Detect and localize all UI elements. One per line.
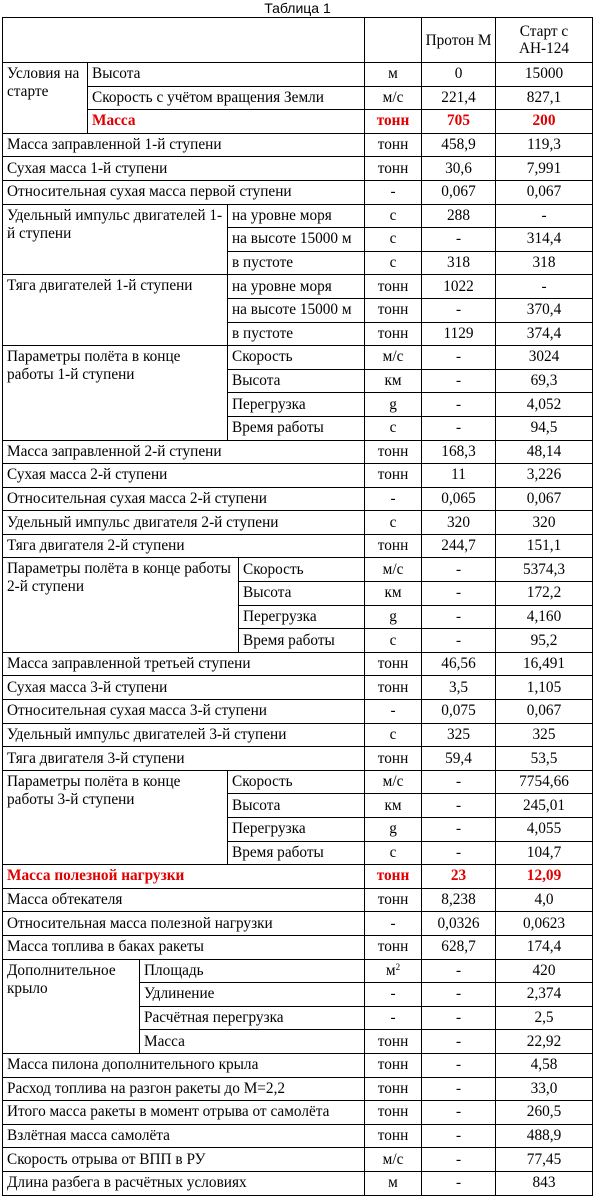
param-label: Удельный импульс двигателя 2-й ступени [3,511,365,535]
param-label: Скорость с учётом вращения Земли [88,86,365,110]
proton-value: 288 [422,204,496,228]
param-label: Длина разбега в расчётных условиях [3,1171,365,1195]
unit-cell: - [365,983,422,1007]
proton-value: 318 [422,251,496,275]
start-value: 174,4 [496,935,593,959]
start-value: 245,01 [496,794,593,818]
unit-cell: км [365,582,422,606]
param-label: Время работы [228,841,365,865]
proton-value: - [422,794,496,818]
start-value: 0,067 [496,487,593,511]
start-value: 53,5 [496,747,593,771]
param-label: на уровне моря [228,275,365,299]
start-value: 0,0623 [496,912,593,936]
start-value: 0,067 [496,180,593,204]
proton-value: 11 [422,464,496,488]
table-row [3,1077,593,1101]
unit-cell: - [365,180,422,204]
table-row [3,534,593,558]
unit-cell: м/с [365,346,422,370]
table-row [3,723,593,747]
unit-cell: км [365,794,422,818]
group-label: Условия на старте [3,63,88,134]
unit-cell: - [365,912,422,936]
start-value: 843 [496,1171,593,1195]
start-value: 4,0 [496,888,593,912]
start-value: 104,7 [496,841,593,865]
unit-cell: км [365,369,422,393]
table-row [3,959,593,983]
unit-cell: тонн [365,1077,422,1101]
proton-value: - [422,770,496,794]
start-value: 200 [496,110,593,134]
start-value: 119,3 [496,133,593,157]
table-row [3,770,593,794]
start-value: 151,1 [496,534,593,558]
unit-cell: тонн [365,865,422,889]
param-label: Относительная сухая масса 2-й ступени [3,487,365,511]
unit-cell: тонн [365,322,422,346]
proton-value: 23 [422,865,496,889]
unit-cell: м/с [365,558,422,582]
table-row [3,1171,593,1195]
table-row [3,558,593,582]
unit-cell: м/с [365,770,422,794]
proton-value: - [422,298,496,322]
proton-value: 628,7 [422,935,496,959]
unit-cell: тонн [365,440,422,464]
param-label: Высота [228,369,365,393]
unit-cell: тонн [365,275,422,299]
proton-value: 221,4 [422,86,496,110]
start-value: 33,0 [496,1077,593,1101]
param-label: Время работы [228,416,365,440]
table-row [3,157,593,181]
table-row [3,676,593,700]
unit-cell: тонн [365,1030,422,1054]
proton-value: - [422,393,496,417]
header-row [3,18,593,63]
proton-value: - [422,228,496,252]
param-label: Расход топлива на разгон ракеты до М=2,2 [3,1077,365,1101]
param-label: Скорость отрыва от ВПП в РУ [3,1148,365,1172]
proton-value: - [422,346,496,370]
table-row [3,275,593,299]
unit-cell: тонн [365,888,422,912]
start-value: 172,2 [496,582,593,606]
start-value: 260,5 [496,1101,593,1125]
unit-cell: с [365,416,422,440]
param-label: Площадь [140,959,365,983]
unit-cell: м/с [365,1148,422,1172]
param-label: Масса полезной нагрузки [3,865,365,889]
start-value: 16,491 [496,652,593,676]
unit-cell: тонн [365,747,422,771]
unit-cell: тонн [365,110,422,134]
unit-cell: g [365,393,422,417]
table-row [3,700,593,724]
table-row [3,63,593,87]
proton-value: - [422,416,496,440]
proton-value: 46,56 [422,652,496,676]
start-value: 4,052 [496,393,593,417]
table-row [3,1148,593,1172]
param-label: Относительная сухая масса первой ступени [3,180,365,204]
unit-cell: тонн [365,298,422,322]
unit-cell: с [365,723,422,747]
unit-cell: g [365,605,422,629]
table-row [3,747,593,771]
start-value: 7754,66 [496,770,593,794]
unit-superscript: 2 [395,961,401,972]
proton-value: 458,9 [422,133,496,157]
param-label: Перегрузка [228,393,365,417]
unit-cell: тонн [365,464,422,488]
param-label: Высота [88,63,365,87]
table-row [3,1124,593,1148]
group-label: Дополнительное крыло [3,959,140,1053]
param-label: Сухая масса 1-й ступени [3,157,365,181]
param-label: Тяга двигателя 3-й ступени [3,747,365,771]
start-value: 1,105 [496,676,593,700]
proton-value: - [422,1030,496,1054]
unit-cell: м [365,1171,422,1195]
start-value: 2,5 [496,1006,593,1030]
param-label: Масса заправленной 1-й ступени [3,133,365,157]
param-label: Тяга двигателя 2-й ступени [3,534,365,558]
proton-value: 705 [422,110,496,134]
table-row [3,133,593,157]
unit-cell: g [365,818,422,842]
proton-value: 59,4 [422,747,496,771]
param-label: Относительная масса полезной нагрузки [3,912,365,936]
param-label: Масса топлива в баках ракеты [3,935,365,959]
start-value: 69,3 [496,369,593,393]
table-row [3,652,593,676]
proton-value: - [422,841,496,865]
unit-base: м [385,961,396,979]
unit-cell: тонн [365,676,422,700]
table-row [3,180,593,204]
param-label: Высота [239,582,365,606]
start-value: 0,067 [496,700,593,724]
param-label: Удельный импульс двигателей 3-й ступени [3,723,365,747]
header-param-cell [3,18,365,63]
group-label: Параметры полёта в конце работы 1-й ступени [3,346,228,440]
proton-value: - [422,1171,496,1195]
proton-value: 1129 [422,322,496,346]
proton-value: - [422,1006,496,1030]
param-label: Масса [140,1030,365,1054]
param-label: в пустоте [228,322,365,346]
start-value: 320 [496,511,593,535]
start-value: 12,09 [496,865,593,889]
proton-value: - [422,629,496,653]
group-label: Параметры полёта в конце работы 3-й ступени [3,770,228,864]
param-label: Удлинение [140,983,365,1007]
unit-cell: тонн [365,157,422,181]
proton-value: - [422,582,496,606]
param-label: Сухая масса 3-й ступени [3,676,365,700]
table-row [3,511,593,535]
table-row [3,935,593,959]
param-label: Перегрузка [228,818,365,842]
proton-value: 0,0326 [422,912,496,936]
param-label: Высота [228,794,365,818]
table-row [3,464,593,488]
proton-value: 0,065 [422,487,496,511]
start-value: - [496,204,593,228]
proton-value: 168,3 [422,440,496,464]
proton-value: - [422,1053,496,1077]
table-row [3,86,593,110]
proton-value: 1022 [422,275,496,299]
param-label: на высоте 15000 м [228,298,365,322]
param-label: Масса обтекателя [3,888,365,912]
param-label: Итого масса ракеты в момент отрыва от самолёта [3,1101,365,1125]
proton-value: 0 [422,63,496,87]
start-value: 3,226 [496,464,593,488]
start-value: 48,14 [496,440,593,464]
group-label: Удельный импульс двигателей 1-й ступени [3,204,228,275]
start-value: 5374,3 [496,558,593,582]
proton-value: - [422,1101,496,1125]
param-label: Скорость [228,346,365,370]
table-caption: Таблица 1 [264,0,331,16]
table-row-highlight [3,110,593,134]
param-label: на уровне моря [228,204,365,228]
table-row [3,1053,593,1077]
start-value: 95,2 [496,629,593,653]
start-value: 22,92 [496,1030,593,1054]
start-value: 3024 [496,346,593,370]
unit-cell: с [365,629,422,653]
unit-cell: тонн [365,133,422,157]
start-value: 4,58 [496,1053,593,1077]
header-unit-cell [365,18,422,63]
start-value: 488,9 [496,1124,593,1148]
param-label: Перегрузка [239,605,365,629]
proton-value: - [422,818,496,842]
proton-value: - [422,369,496,393]
start-value: 7,991 [496,157,593,181]
unit-cell: с [365,251,422,275]
unit-cell: с [365,204,422,228]
unit-cell: - [365,1006,422,1030]
proton-value: - [422,959,496,983]
unit-cell: - [365,700,422,724]
unit-cell: тонн [365,935,422,959]
param-label: Масса [88,110,365,134]
start-value: 318 [496,251,593,275]
table-row [3,912,593,936]
proton-value: 0,067 [422,180,496,204]
unit-cell [365,959,422,983]
table-row [3,888,593,912]
start-value: 77,45 [496,1148,593,1172]
param-label: Взлётная масса самолёта [3,1124,365,1148]
proton-value: 325 [422,723,496,747]
start-value: 325 [496,723,593,747]
proton-value: 8,238 [422,888,496,912]
unit-cell: м [365,63,422,87]
unit-cell: с [365,511,422,535]
param-label: Скорость [228,770,365,794]
param-label: Время работы [239,629,365,653]
proton-value: - [422,1077,496,1101]
start-value: 420 [496,959,593,983]
param-label: Расчётная перегрузка [140,1006,365,1030]
unit-cell: м/с [365,86,422,110]
start-value: - [496,275,593,299]
param-label: Скорость [239,558,365,582]
header-start: Старт с АН-124 [496,18,593,63]
start-value: 2,374 [496,983,593,1007]
proton-value: - [422,558,496,582]
param-label: на высоте 15000 м [228,228,365,252]
param-label: Относительная сухая масса 3-й ступени [3,700,365,724]
proton-value: - [422,1148,496,1172]
param-label: Сухая масса 2-й ступени [3,464,365,488]
unit-cell: тонн [365,1124,422,1148]
start-value: 370,4 [496,298,593,322]
group-label: Тяга двигателей 1-й ступени [3,275,228,346]
proton-value: - [422,983,496,1007]
unit-cell: тонн [365,652,422,676]
proton-value: 0,075 [422,700,496,724]
start-value: 15000 [496,63,593,87]
table-row [3,487,593,511]
unit-cell: тонн [365,1053,422,1077]
proton-value: 320 [422,511,496,535]
param-label: в пустоте [228,251,365,275]
group-label: Параметры полёта в конце работы 2-й ступени [3,558,239,652]
data-table [2,17,593,1196]
param-label: Масса заправленной 2-й ступени [3,440,365,464]
unit-cell: с [365,841,422,865]
start-value: 4,055 [496,818,593,842]
proton-value: 244,7 [422,534,496,558]
start-value: 827,1 [496,86,593,110]
header-proton: Протон М [422,18,496,63]
param-label: Масса пилона дополнительного крыла [3,1053,365,1077]
start-value: 4,160 [496,605,593,629]
table-row [3,1101,593,1125]
start-value: 94,5 [496,416,593,440]
table-row [3,440,593,464]
table-row-highlight [3,865,593,889]
start-value: 374,4 [496,322,593,346]
start-value: 314,4 [496,228,593,252]
proton-value: - [422,605,496,629]
unit-cell: с [365,228,422,252]
table-row [3,346,593,370]
unit-cell: тонн [365,1101,422,1125]
proton-value: 30,6 [422,157,496,181]
proton-value: - [422,1124,496,1148]
table-row [3,204,593,228]
unit-cell: - [365,487,422,511]
param-label: Масса заправленной третьей ступени [3,652,365,676]
unit-cell: тонн [365,534,422,558]
proton-value: 3,5 [422,676,496,700]
